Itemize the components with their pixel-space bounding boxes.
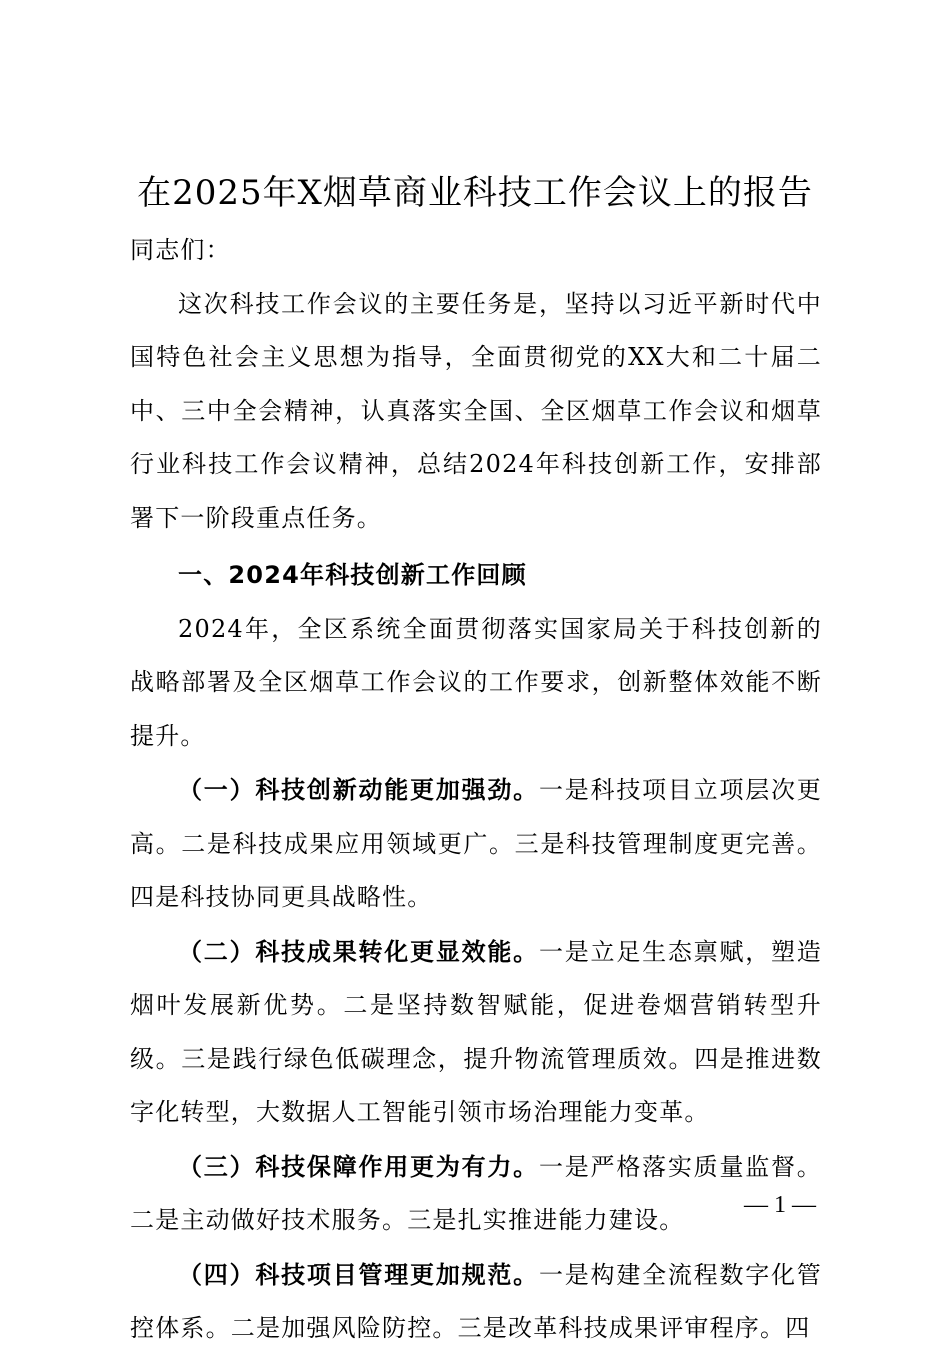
- item-text: 一是严格落实质量监督。二是主动做好技术服务。三是扎实推进能力建设。: [130, 1152, 822, 1234]
- item-paragraph-2: [130, 925, 822, 1140]
- item-text: 一是科技项目立项层次更高。二是科技成果应用领域更广。三是科技管理制度更完善。四是科技协同更具战略性。: [130, 776, 822, 911]
- item-paragraph-3: [130, 1140, 822, 1248]
- item-heading: （四）科技项目管理更加规范。: [178, 1259, 539, 1289]
- document-body: [130, 224, 822, 1356]
- item-paragraph-4: [130, 1248, 822, 1356]
- section-heading: 一、2024年科技创新工作回顾: [178, 561, 527, 589]
- item-heading: （三）科技保障作用更为有力。: [178, 1151, 539, 1181]
- item-heading: （一）科技创新动能更加强劲。: [178, 775, 539, 804]
- item-paragraph-1: [130, 763, 822, 925]
- item-text: 一是立足生态禀赋，塑造烟叶发展新优势。二是坚持数智赋能，促进卷烟营销转型升级。三是践行绿色低碳理念，提升物流管理质效。四是推进数字化转型，大数据人工智能引领市场治理能力变革。: [130, 937, 822, 1126]
- item-heading: （二）科技成果转化更显效能。: [178, 936, 539, 966]
- intro-paragraph: 这次科技工作会议的主要任务是，坚持以习近平新时代中国特色社会主义思想为指导，全面贯彻党的XX大和二十届二中、三中全会精神，认真落实全国、全区烟草工作会议和烟草行业科技工作会议精神，总结2024年科技创新工作，安排部署下一阶段重点任务。: [130, 289, 822, 532]
- item-text: 一是构建全流程数字化管控体系。二是加强风险防控。三是改革科技成果评审程序。四: [130, 1260, 822, 1342]
- document-title: 在2025年X烟草商业科技工作会议上的报告: [137, 173, 813, 213]
- section-intro-paragraph: 2024年，全区系统全面贯彻落实国家局关于科技创新的战略部署及全区烟草工作会议的工作要求，创新整体效能不断提升。: [130, 614, 822, 750]
- page-number: — 1 —: [744, 1192, 816, 1218]
- salutation: 同志们：: [130, 236, 231, 264]
